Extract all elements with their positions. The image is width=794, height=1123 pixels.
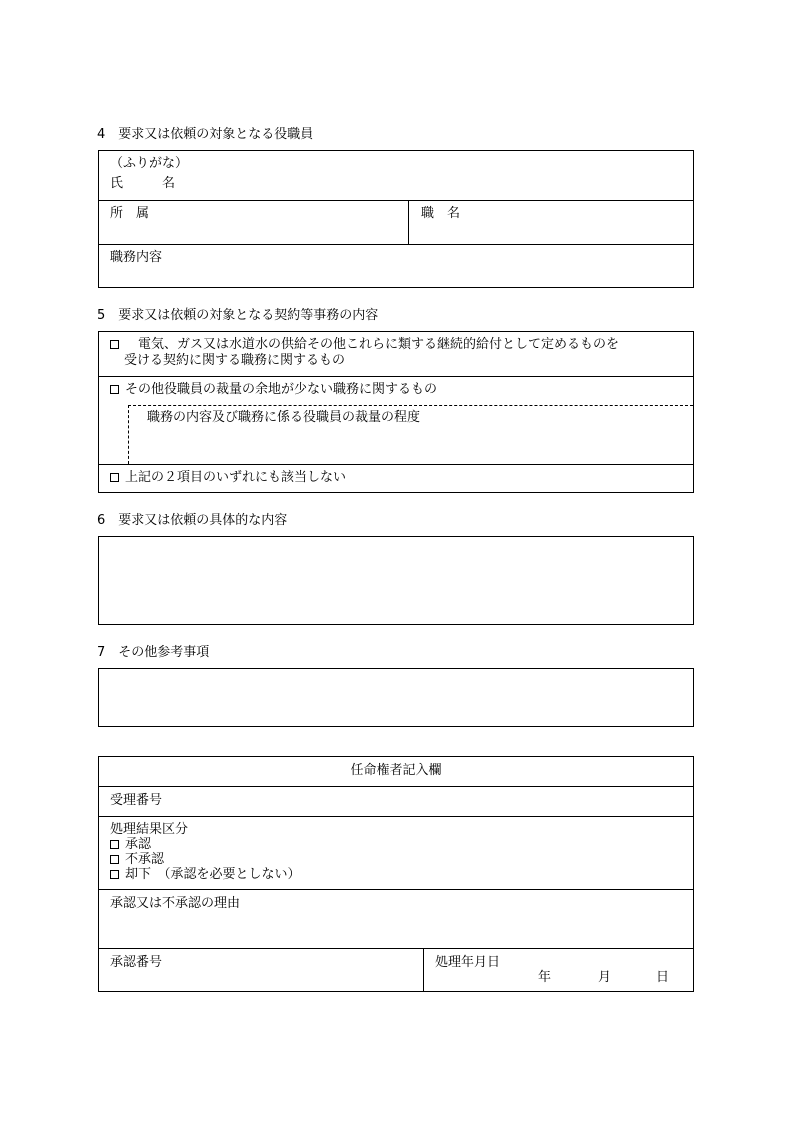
result-label: 処理結果区分 bbox=[110, 822, 189, 837]
furigana-label: （ふりがな） bbox=[110, 156, 189, 171]
contract-option-1[interactable] bbox=[99, 332, 693, 376]
section-4-table bbox=[98, 150, 694, 288]
duties-row[interactable] bbox=[99, 244, 693, 287]
checkbox-option-2[interactable] bbox=[110, 385, 119, 394]
option-1-text-line2: 受ける契約に関する職務に関するもの bbox=[124, 353, 346, 368]
date-month-label[interactable]: 月 bbox=[598, 970, 612, 985]
approval-date-row bbox=[99, 948, 693, 991]
approval-number-label: 承認番号 bbox=[110, 955, 163, 970]
section-5-title: 5 要求又は依頼の対象となる契約等事務の内容 bbox=[97, 308, 379, 323]
appointing-header: 任命権者記入欄 bbox=[350, 763, 442, 778]
checkbox-option-1[interactable] bbox=[110, 340, 119, 349]
column-divider bbox=[408, 201, 409, 244]
contract-option-2[interactable] bbox=[99, 376, 693, 464]
other-reference-box[interactable] bbox=[98, 668, 694, 727]
column-divider bbox=[423, 949, 424, 991]
result-not-approved: 不承認 bbox=[125, 852, 165, 867]
checkbox-not-approved[interactable] bbox=[110, 855, 119, 864]
specific-content-box[interactable] bbox=[98, 536, 694, 625]
date-day-label[interactable]: 日 bbox=[656, 970, 670, 985]
checkbox-option-3[interactable] bbox=[110, 473, 119, 482]
name-row[interactable] bbox=[99, 151, 693, 200]
section-5-table bbox=[98, 331, 694, 493]
date-year-label[interactable]: 年 bbox=[538, 970, 552, 985]
position-label: 職 名 bbox=[421, 206, 461, 221]
option-1-text-line1: 電気、ガス又は水道水の供給その他これらに類する継続的給付として定めるものを bbox=[125, 337, 620, 352]
name-label: 氏 名 bbox=[110, 176, 176, 191]
section-7-title: 7 その他参考事項 bbox=[97, 645, 210, 660]
reason-label: 承認又は不承認の理由 bbox=[110, 896, 241, 911]
section-6-title: 6 要求又は依頼の具体的な内容 bbox=[97, 513, 288, 528]
affiliation-label: 所 属 bbox=[110, 206, 150, 221]
result-approved: 承認 bbox=[125, 837, 152, 852]
reason-row[interactable] bbox=[99, 889, 693, 948]
section-4-title: 4 要求又は依頼の対象となる役職員 bbox=[97, 127, 314, 142]
duties-label: 職務内容 bbox=[110, 250, 163, 265]
result-rejected: 却下 （承認を必要としない） bbox=[125, 867, 301, 882]
contract-option-3[interactable] bbox=[99, 464, 693, 492]
affiliation-position-row bbox=[99, 200, 693, 244]
option-2-detail-label: 職務の内容及び職務に係る役職員の裁量の程度 bbox=[147, 410, 421, 425]
option-2-detail-box[interactable] bbox=[128, 405, 693, 464]
checkbox-approved[interactable] bbox=[110, 840, 119, 849]
result-row bbox=[99, 816, 693, 889]
appointing-authority-table bbox=[98, 756, 694, 992]
checkbox-rejected[interactable] bbox=[110, 870, 119, 879]
appointing-header-row bbox=[99, 757, 693, 786]
option-2-text: その他役職員の裁量の余地が少ない職務に関するもの bbox=[125, 382, 438, 397]
receipt-number-label: 受理番号 bbox=[110, 793, 163, 808]
process-date-label: 処理年月日 bbox=[435, 955, 501, 970]
option-3-text: 上記の２項目のいずれにも該当しない bbox=[125, 470, 347, 485]
receipt-number-row[interactable] bbox=[99, 786, 693, 816]
